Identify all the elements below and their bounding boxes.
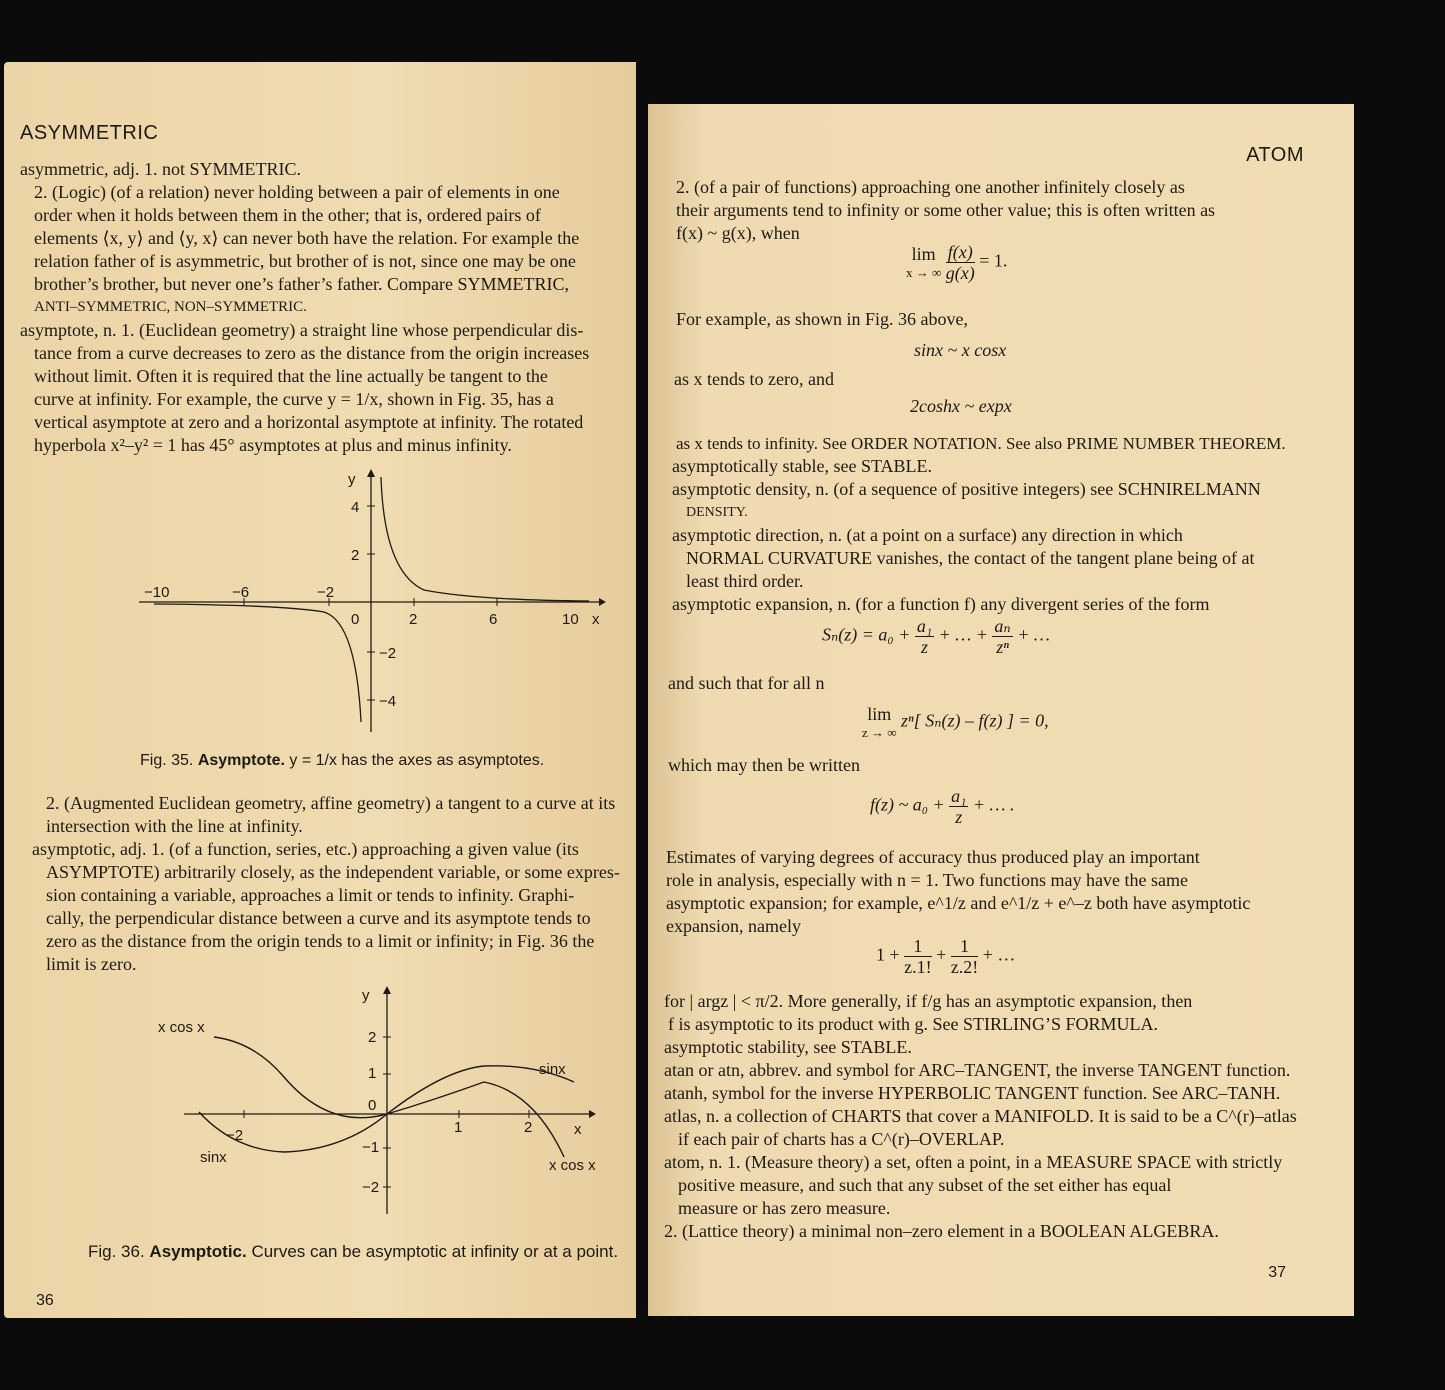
eq-denominator: z.2! [950,957,979,977]
eq-lim: lim [867,704,892,724]
entry-text [666,846,1250,938]
curve-label-xcosx: x cos x [549,1157,596,1174]
eq-rhs: = 1. [979,250,1008,271]
text-line: expansion, namely [666,916,801,936]
y-tick-label: 2 [351,547,360,564]
equation-expansion [876,936,1015,977]
text-line: as x tends to infinity. See ORDER NOTATION. See also PRIME NUMBER THEOREM. [676,434,1286,453]
caption-title: Asymptote. [197,752,285,769]
equation-sin-cos: sinx ~ x cosx [914,340,1007,360]
text-line: curve at infinity. For example, the curve y = 1/x, shown in Fig. 35, has a [34,389,554,409]
x-axis-arrow [589,1110,596,1118]
y-axis-label: y [362,987,370,1004]
curve-label-sinx: sinx [200,1149,227,1166]
x-tick-label: −6 [232,584,250,601]
caption-text: y = 1/x has the axes as asymptotes. [284,752,545,769]
equation-asymptotic [870,786,1015,827]
eq-numerator: 1 [951,936,978,957]
eq-term: + … [982,944,1016,965]
text-line: 2. (of a pair of functions) approaching one another infinitely closely as [676,177,1185,197]
y-tick-label: −2 [362,1179,380,1196]
x-axis-label: x [574,1121,582,1138]
eq-lhs: Sₙ(z) = a₀ + [822,624,911,645]
eq-end: + … [1017,624,1050,645]
text-line: intersection with the line at infinity. [46,816,303,836]
eq-denominator: z [920,637,928,657]
text-line: atan or atn, abbrev. and symbol for ARC–TANGENT, the inverse TANGENT function. [664,1060,1291,1080]
eq-lim: lim [911,244,936,264]
right-page [648,104,1354,1316]
x-tick-label: 1 [454,1119,463,1136]
eq-term: 1 + [876,944,900,965]
eq-lhs: f(z) ~ a₀ + [870,794,945,815]
x-tick-label: 6 [489,611,498,628]
y-tick-label: −1 [362,1139,380,1156]
hyperbola-branch-positive [381,477,589,601]
eq-denominator: g(x) [945,263,975,283]
text-line: hyperbola x²–y² = 1 has 45° asymptotes at plus and minus infinity. [34,435,512,455]
y-tick-label: 0 [368,1097,377,1114]
curve-label-xcosx: x cos x [158,1019,205,1036]
figure-36-caption [88,1242,618,1262]
equation-limit-ratio [906,242,1007,283]
eq-numerator: a₁ [951,786,967,806]
text-line: asymptotic, adj. 1. (of a function, series, etc.) approaching a given value (its [32,839,579,859]
text-line: elements ⟨x, y⟩ and ⟨y, x⟩ can never both have the relation. For example the [34,228,580,248]
text-line: Estimates of varying degrees of accuracy thus produced play an important [666,847,1200,867]
figure-35-graph [134,462,614,737]
eq-denominator: z [955,807,963,827]
equation-limit-zero [862,704,1049,741]
text-line: as x tends to zero, and [674,369,834,389]
text-line: asymptotic expansion; for example, e^1/z and e^1/z + e^–z both have asymptotic [666,893,1251,913]
caption-prefix: Fig. 35. [140,752,198,769]
eq-numerator: aₙ [994,616,1011,636]
text-line: asymptotic stability, see STABLE. [664,1037,912,1057]
text-line: least third order. [686,571,804,591]
x-axis-label: x [592,611,600,628]
entry-text [20,158,589,457]
text-line: 2. (Logic) (of a relation) never holding between a pair of elements in one [34,182,560,202]
text-line: limit is zero. [46,954,137,974]
entry-text [32,792,620,976]
x-tick-label: 10 [562,611,579,628]
caption-text: Curves can be asymptotic at infinity or at a point. [246,1242,619,1261]
text-line: ANTI–SYMMETRIC, NON–SYMMETRIC. [34,299,307,315]
text-line: if each pair of charts has a C^(r)–OVERLAP. [678,1129,1005,1149]
equation-cosh-exp: 2coshx ~ expx [910,396,1012,416]
text-line: 2. (Lattice theory) a minimal non–zero element in a BOOLEAN ALGEBRA. [664,1221,1219,1241]
eq-denominator: z.1! [904,957,932,977]
y-tick-label: −4 [379,693,397,710]
figure-35-caption [140,752,544,770]
y-tick-label: 1 [368,1065,377,1082]
page-number-right: 37 [1268,1264,1286,1281]
eq-term: + [936,944,947,965]
text-line: NORMAL CURVATURE vanishes, the contact of the tangent plane being of at [686,548,1255,568]
eq-body: zⁿ[ Sₙ(z) – f(z) ] = 0, [901,710,1049,731]
eq-subscript: z → ∞ [862,725,897,740]
text-line: DENSITY. [686,505,748,520]
text-line: atanh, symbol for the inverse HYPERBOLIC TANGENT function. See ARC–TANH. [664,1083,1281,1103]
xcosx-curve [214,1037,564,1157]
running-head-left: ASYMMETRIC [20,122,159,144]
text-line: zero as the distance from the origin tends to a limit or infinity; in Fig. 36 the [46,931,595,951]
text-line: relation father of is asymmetric, but brother of is not, since one may be one [34,251,576,271]
text-line: atom, n. 1. (Measure theory) a set, often a point, in a MEASURE SPACE with strictly [664,1152,1283,1172]
text-line: asymmetric, adj. 1. not SYMMETRIC. [20,159,301,179]
text-line: f(x) ~ g(x), when [676,223,800,243]
eq-numerator: f(x) [947,242,973,262]
x-tick-label: −2 [317,584,335,601]
text-line: order when it holds between them in the other; that is, ordered pairs of [34,205,541,225]
text-line: f is asymptotic to its product with g. See STIRLING’S FORMULA. [668,1014,1158,1034]
y-tick-label: −2 [379,645,397,662]
text-line: sion containing a variable, approaches a limit or tends to infinity. Graphi- [46,885,575,905]
x-tick-label: 2 [409,611,418,628]
text-line: asymptotically stable, see STABLE. [672,456,933,476]
text-line: asymptotic density, n. (of a sequence of positive integers) see SCHNIRELMANN [672,479,1261,499]
running-head-right: ATOM [1246,144,1304,166]
eq-subscript: x → ∞ [906,265,942,280]
eq-middle: + … + [938,624,988,645]
text-line: asymptote, n. 1. (Euclidean geometry) a straight line whose perpendicular dis- [20,320,584,340]
text-line: brother’s brother, but never one’s father’s father. Compare SYMMETRIC, [34,274,569,294]
equation-series [822,616,1050,657]
y-axis-arrow [383,986,391,994]
text-line: asymptotic expansion, n. (for a function f) any divergent series of the form [672,594,1210,614]
eq-numerator: a₁ [916,616,933,636]
x-tick-label: −10 [144,584,170,601]
text-line: measure or has zero measure. [678,1198,891,1218]
page-number-left: 36 [36,1292,54,1309]
caption-prefix: Fig. 36. [88,1242,150,1261]
figure-36-graph [144,982,604,1222]
text-line: role in analysis, especially with n = 1. Two functions may have the same [666,870,1188,890]
hyperbola-branch-negative [154,604,361,722]
entry-text [676,176,1215,245]
text-line: asymptotic direction, n. (at a point on a surface) any direction in which [672,525,1183,545]
y-axis-label: y [348,471,356,488]
x-tick-label: 2 [524,1119,533,1136]
text-line: ASYMPTOTE) arbitrarily closely, as the independent variable, or some expres- [46,862,620,882]
text-line: 2. (Augmented Euclidean geometry, affine geometry) a tangent to a curve at its [46,793,616,813]
text-line: positive measure, and such that any subset of the set either has equal [678,1175,1172,1195]
caption-title: Asymptotic. [149,1242,247,1261]
eq-end: + … . [972,794,1015,815]
entry-text [672,432,1286,616]
text-line: cally, the perpendicular distance between a curve and its asymptote tends to [46,908,591,928]
x-tick-label: −2 [226,1127,244,1144]
entry-text [664,990,1297,1243]
text-line: For example, as shown in Fig. 36 above, [676,309,968,329]
text-line: and such that for all n [668,673,825,693]
text-line: atlas, n. a collection of CHARTS that cover a MANIFOLD. It is said to be a C^(r)–atlas [664,1106,1297,1126]
origin-label: 0 [351,611,360,628]
text-line: their arguments tend to infinity or some other value; this is often written as [676,200,1216,220]
text-line: which may then be written [668,755,860,775]
text-line: for | argz | < π/2. More generally, if f/g has an asymptotic expansion, then [664,991,1193,1011]
text-line: tance from a curve decreases to zero as the distance from the origin increases [34,343,590,363]
left-page [4,62,636,1318]
text-line: vertical asymptote at zero and a horizontal asymptote at infinity. The rotated [34,412,584,432]
x-axis-arrow [599,598,606,606]
y-tick-label: 2 [368,1029,377,1046]
y-tick-label: 4 [351,499,360,516]
eq-numerator: 1 [904,936,931,957]
curve-label-sinx: sinx [539,1061,566,1078]
text-line: without limit. Often it is required that the line actually be tangent to the [34,366,548,386]
eq-denominator: zⁿ [996,637,1009,657]
y-axis-arrow [367,469,375,477]
